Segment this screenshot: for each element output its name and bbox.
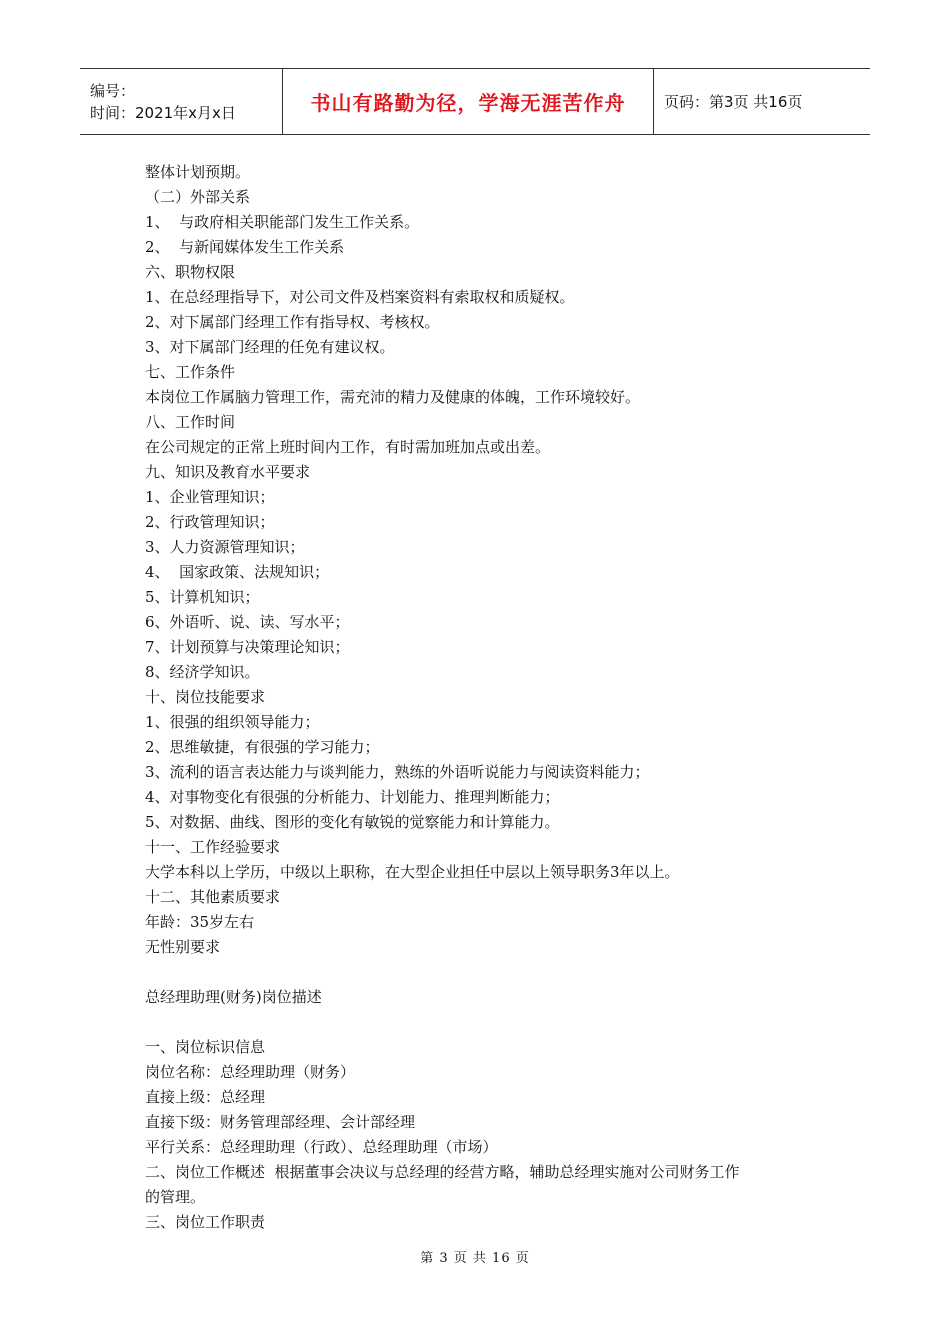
body-line: 直接上级：总经理 xyxy=(145,1088,266,1106)
body-line: 十二、其他素质要求 xyxy=(145,888,281,906)
body-line: 1、 与政府相关职能部门发生工作关系。 xyxy=(145,213,420,231)
body-line: 本岗位工作属脑力管理工作，需充沛的精力及健康的体魄，工作环境较好。 xyxy=(145,388,641,406)
body-line: 大学本科以上学历，中级以上职称，在大型企业担任中层以上领导职务3年以上。 xyxy=(145,863,680,881)
body-line: 1、企业管理知识； xyxy=(145,488,275,506)
body-line: 二、岗位工作概述 根据董事会决议与总经理的经营方略，辅助总经理实施对公司财务工作 xyxy=(145,1163,740,1181)
body-line: 5、计算机知识； xyxy=(145,588,260,606)
header-motto-cell xyxy=(282,69,654,134)
body-line: 的管理。 xyxy=(145,1188,206,1206)
blank-line xyxy=(145,1010,825,1035)
body-line: 平行关系：总经理助理（行政）、总经理助理（市场） xyxy=(145,1138,498,1156)
body-line: 4、 国家政策、法规知识； xyxy=(145,563,330,581)
body-line: 七、工作条件 xyxy=(145,363,236,381)
body-line: 4、对事物变化有很强的分析能力、计划能力、推理判断能力； xyxy=(145,788,560,806)
header-motto: 书山有路勤为径，学海无涯苦作舟 xyxy=(310,91,626,115)
page-header xyxy=(80,68,870,135)
body-line: 十、岗位技能要求 xyxy=(145,688,266,706)
header-meta xyxy=(80,69,282,134)
body-line: 2、对下属部门经理工作有指导权、考核权。 xyxy=(145,313,440,331)
body-line: 整体计划预期。 xyxy=(145,163,251,181)
body-line: 3、流利的语言表达能力与谈判能力，熟练的外语听说能力与阅读资料能力； xyxy=(145,763,650,781)
body-line: 2、思维敏捷，有很强的学习能力； xyxy=(145,738,380,756)
blank-line xyxy=(145,960,825,985)
body-line: 3、对下属部门经理的任免有建议权。 xyxy=(145,338,395,356)
body-line: 九、知识及教育水平要求 xyxy=(145,463,311,481)
document-number-label: 编号： xyxy=(90,81,136,100)
body-line: 在公司规定的正常上班时间内工作，有时需加班加点或出差。 xyxy=(145,438,551,456)
body-line: 无性别要求 xyxy=(145,938,221,956)
page-footer: 第 3 页 共 16 页 xyxy=(420,1251,530,1266)
body-line: 1、在总经理指导下，对公司文件及档案资料有索取权和质疑权。 xyxy=(145,288,575,306)
document-date: 时间：2021年x月x日 xyxy=(90,103,236,122)
body-line: 2、 与新闻媒体发生工作关系 xyxy=(145,238,345,256)
body-line: 六、职物权限 xyxy=(145,263,236,281)
body-line: 一、岗位标识信息 xyxy=(145,1038,266,1056)
body-line: 岗位名称：总经理助理（财务） xyxy=(145,1063,356,1081)
body-line: 年龄：35岁左右 xyxy=(145,913,255,931)
body-line: 7、计划预算与决策理论知识； xyxy=(145,638,350,656)
header-page-info: 页码：第3页 共16页 xyxy=(664,93,803,111)
body-line: 总经理助理(财务)岗位描述 xyxy=(145,988,322,1006)
document-body xyxy=(145,160,825,1235)
body-line: 三、岗位工作职责 xyxy=(145,1213,266,1231)
body-line: 8、经济学知识。 xyxy=(145,663,260,681)
header-page-cell xyxy=(654,69,802,134)
body-line: 2、行政管理知识； xyxy=(145,513,275,531)
body-line: （二）外部关系 xyxy=(145,188,251,206)
body-line: 3、人力资源管理知识； xyxy=(145,538,305,556)
body-line: 6、外语听、说、读、写水平； xyxy=(145,613,350,631)
body-line: 十一、工作经验要求 xyxy=(145,838,281,856)
body-line: 5、对数据、曲线、图形的变化有敏锐的觉察能力和计算能力。 xyxy=(145,813,560,831)
body-line: 1、很强的组织领导能力； xyxy=(145,713,320,731)
body-line: 八、工作时间 xyxy=(145,413,236,431)
body-line: 直接下级：财务管理部经理、会计部经理 xyxy=(145,1113,416,1131)
